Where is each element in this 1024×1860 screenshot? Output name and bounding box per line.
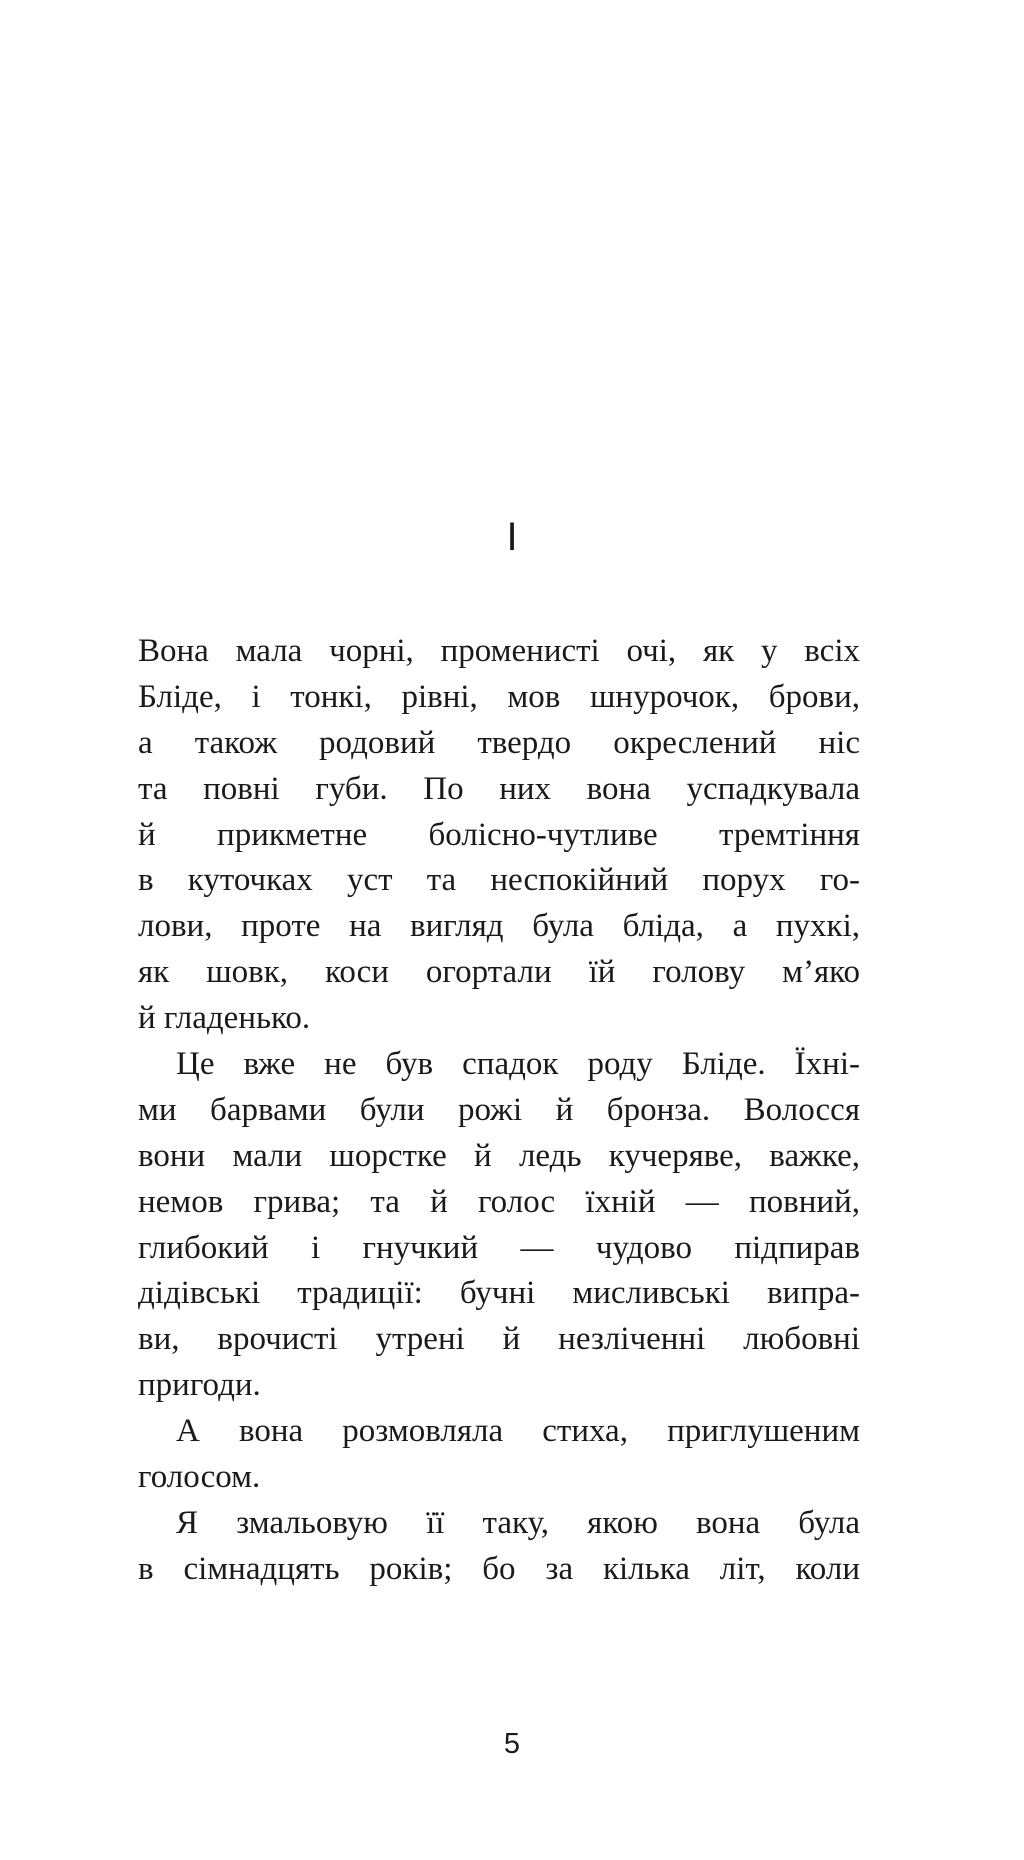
- text-line: Бліде, і тонкі, рівні, мов шнурочок, брови,: [138, 678, 860, 715]
- chapter-number: I: [506, 515, 518, 559]
- text-line: немов грива; та й голос їхній — повний,: [138, 1183, 860, 1220]
- text-line: й гладенько.: [138, 1000, 311, 1037]
- text-line: голосом.: [138, 1459, 261, 1496]
- text-line: в куточках уст та неспокійний порух го-: [138, 862, 860, 899]
- page-number: 5: [503, 1728, 521, 1760]
- text-line: ви, врочисті утрені й незліченні любовні: [138, 1321, 860, 1358]
- text-line: пригоди.: [138, 1367, 261, 1404]
- text-line: лови, проте на вигляд була бліда, а пухкі,: [138, 908, 860, 945]
- text-line: Вона мала чорні, променисті очі, як у всіх: [138, 633, 860, 669]
- text-line: а також родовий твердо окреслений ніс: [138, 724, 860, 761]
- text-line: дідівські традиції: бучні мисливські випра-: [138, 1275, 860, 1312]
- text-line: А вона розмовляла стиха, приглушеним: [176, 1413, 860, 1450]
- text-line: глибокий і гнучкий — чудово підпирав: [138, 1229, 860, 1266]
- text-line: як шовк, коси огортали їй голову м’яко: [138, 954, 860, 991]
- text-line: ми барвами були рожі й бронза. Волосся: [138, 1091, 860, 1128]
- text-line: та повні губи. По них вона успадкувала: [138, 770, 860, 807]
- text-line: в сімнадцять років; бо за кілька літ, коли: [138, 1550, 860, 1587]
- body-text: [138, 629, 860, 1593]
- text-line: Це вже не був спадок роду Бліде. Їхні-: [176, 1046, 860, 1083]
- text-line: Я змальовую її таку, якою вона була: [176, 1504, 860, 1541]
- text-line: й прикметне болісно-чутливе тремтіння: [138, 816, 860, 853]
- text-line: вони мали шорстке й ледь кучеряве, важке,: [138, 1137, 860, 1174]
